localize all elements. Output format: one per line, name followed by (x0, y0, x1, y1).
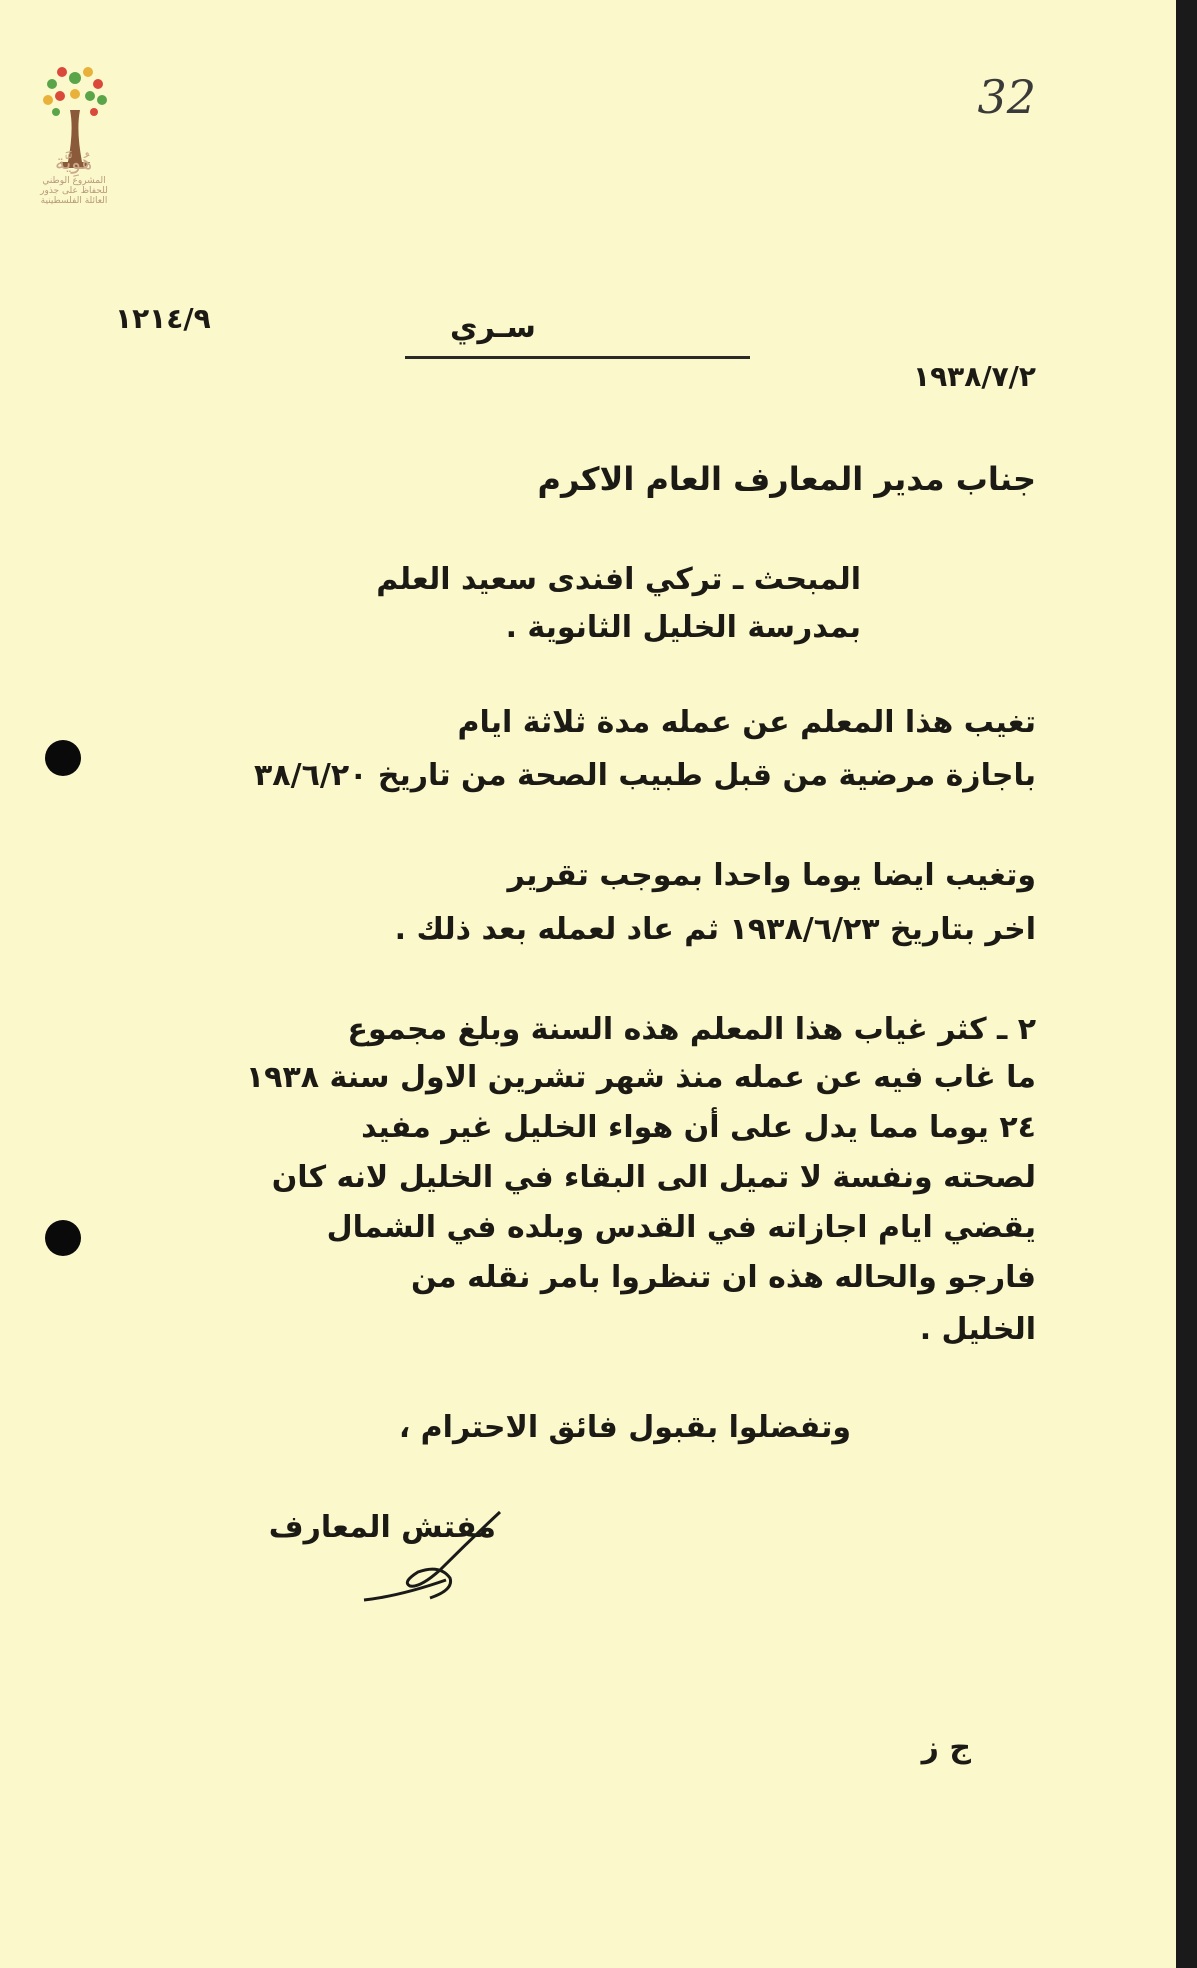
body-line-2: باجازة مرضية من قبل طبيب الصحة من تاريخ ٣٨/٦/٢٠ (253, 758, 1036, 793)
heading-underline (405, 356, 750, 359)
body-line-4: اخر بتاريخ ١٩٣٨/٦/٢٣ ثم عاد لعمله بعد ذلك . (394, 912, 1036, 947)
document-date: ١٩٣٨/٧/٢ (913, 360, 1036, 393)
body-line-7: ٢٤ يوما مما يدل على أن هواء الخليل غير مفيد (361, 1110, 1036, 1145)
body-line-11: الخليل . (919, 1312, 1036, 1347)
salutation: جناب مدير المعارف العام الاكرم (537, 460, 1036, 498)
logo-caption: المشروع الوطني للحفاظ على جذور العائلة الفلسطينية (40, 176, 108, 206)
body-line-9: يقضي ايام اجازاته في القدس وبلده في الشمال (326, 1210, 1036, 1245)
subject-line-1: المبحث ـ تركي افندى سعيد العلم (376, 562, 861, 597)
page-number: 32 (977, 70, 1036, 124)
body-line-10: فارجو والحاله هذه ان تنظروا بامر نقله من (411, 1260, 1036, 1295)
punch-hole-icon (45, 740, 81, 776)
body-line-8: لصحته ونفسة لا تميل الى البقاء في الخليل لانه كان (271, 1160, 1036, 1195)
classification-heading: سـري (450, 310, 536, 345)
punch-hole-icon (45, 1220, 81, 1256)
subject-line-2: بمدرسة الخليل الثانوية . (505, 610, 861, 645)
body-line-1: تغيب هذا المعلم عن عمله مدة ثلاثة ايام (457, 705, 1036, 740)
reference-number: ١٢١٤/٩ (115, 302, 211, 335)
closing-line: وتفضلوا بقبول فائق الاحترام ، (398, 1410, 851, 1445)
logo-title: هُوِيَّة (55, 150, 93, 174)
scan-border (1176, 0, 1197, 1968)
typist-initials: ج ز (921, 1730, 971, 1765)
body-line-3: وتغيب ايضا يوما واحدا بموجب تقرير (507, 858, 1036, 893)
body-line-6: ما غاب فيه عن عمله منذ شهر تشرين الاول سنة ١٩٣٨ (245, 1060, 1036, 1095)
body-line-5: ٢ ـ كثر غياب هذا المعلم هذه السنة وبلغ مجموع (347, 1012, 1036, 1047)
signature-icon (350, 1500, 510, 1610)
signatory-title: مفتش المعارف (268, 1510, 496, 1545)
